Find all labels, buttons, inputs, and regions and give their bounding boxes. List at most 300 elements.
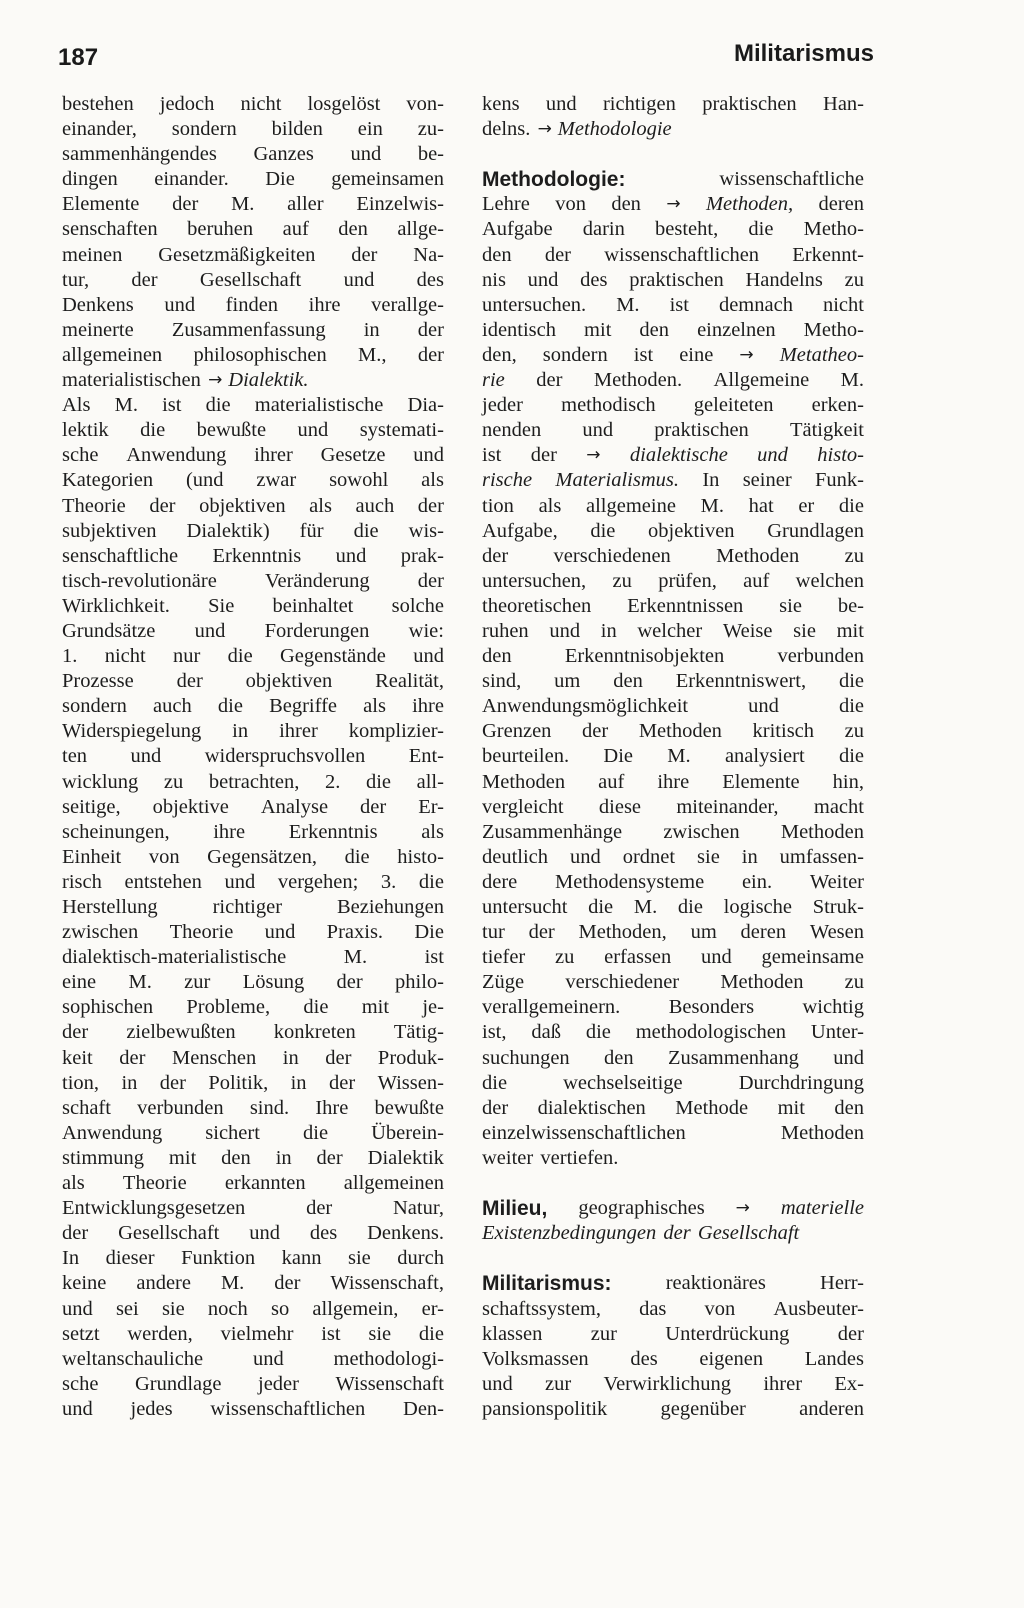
word: der: [325, 1046, 352, 1069]
cross-reference-term: rie: [482, 369, 505, 392]
word: der: [417, 343, 444, 366]
word: Grundlagen: [767, 519, 864, 542]
word: der: [360, 795, 387, 818]
text-line: [62, 569, 444, 594]
word: finden: [225, 293, 279, 316]
word: und: [413, 444, 444, 467]
text-line: [482, 945, 864, 970]
text-line: [482, 845, 864, 870]
word: wicklung: [62, 770, 139, 793]
text-line: [62, 519, 444, 544]
word: jeder: [258, 1372, 299, 1395]
text-line: [482, 995, 864, 1020]
word: Theorie: [122, 1172, 187, 1195]
word: Ihre: [315, 1096, 349, 1119]
word: zwischen: [663, 820, 740, 843]
word: Überein-: [371, 1121, 444, 1144]
text-line: [482, 92, 864, 117]
word: umfassen-: [779, 845, 864, 868]
word: philosophischen: [193, 343, 327, 366]
word: einzelwissenschaftlichen: [482, 1121, 686, 1144]
word: Grenzen: [482, 720, 552, 743]
word: Funk-: [814, 469, 864, 492]
word: systemati-: [359, 419, 444, 442]
word: tur,: [62, 268, 90, 291]
word: auf: [282, 218, 309, 241]
word: methodisch: [561, 394, 656, 417]
word: eigenen: [699, 1347, 764, 1370]
word: vielmehr: [220, 1322, 294, 1345]
word: prüfen,: [658, 569, 717, 592]
text-line: [62, 1347, 444, 1372]
word: Zusammenfassung: [171, 318, 326, 341]
word: welcher: [637, 619, 703, 642]
word: vergleicht: [482, 795, 564, 818]
word: Dia-: [407, 394, 444, 417]
word: hat: [748, 494, 774, 517]
word: M.: [231, 193, 255, 216]
text-line: [482, 1271, 864, 1296]
word: Methoden: [716, 544, 800, 567]
word: allgemeinen: [343, 1172, 444, 1195]
word: wis-: [408, 519, 444, 542]
word: verallge-: [371, 293, 444, 316]
word: deutlich: [482, 845, 549, 868]
word: Gesellschaft: [199, 268, 302, 291]
word: Grundsätze: [62, 619, 156, 642]
text-line: [482, 795, 864, 820]
word: Metho-: [803, 318, 864, 341]
text-line: [482, 970, 864, 995]
word: ihrer: [279, 720, 318, 743]
word: Dialektik: [367, 1146, 444, 1169]
word: ihre: [308, 293, 341, 316]
word: Tätigkeit: [789, 419, 864, 442]
word: erkannten: [224, 1172, 306, 1195]
word: methodologi-: [333, 1347, 444, 1370]
word: als: [62, 1172, 85, 1195]
word: M.: [616, 293, 640, 316]
word: Methode: [675, 1096, 749, 1119]
word: wichtig: [802, 996, 864, 1019]
word: auf: [598, 770, 625, 793]
text-line: [62, 1372, 444, 1397]
word: je-: [422, 996, 444, 1019]
word: Metho-: [803, 218, 864, 241]
text-line: [62, 142, 444, 167]
word: reaktionäres: [665, 1272, 766, 1295]
word: daß: [531, 1021, 561, 1044]
word: Praxis.: [326, 921, 384, 944]
word: den: [604, 1046, 634, 1069]
word: der: [149, 494, 176, 517]
word: M.: [114, 394, 138, 417]
word: Gesetzmäßigkeiten: [158, 243, 316, 266]
word: sche: [62, 1372, 99, 1395]
word: untersuchen,: [482, 569, 587, 592]
word: wechselseitige: [563, 1071, 683, 1094]
word: verschiedener: [565, 971, 680, 994]
word: in: [741, 845, 758, 868]
word: Erkenntnis: [212, 544, 302, 567]
word: seitige,: [62, 795, 121, 818]
word: ist: [321, 1322, 341, 1345]
word: erfassen: [604, 946, 672, 969]
word: verbunden: [137, 1096, 224, 1119]
word: sichert: [205, 1121, 260, 1144]
word: den: [639, 318, 670, 341]
word: hin,: [832, 770, 864, 793]
text-line: [62, 644, 444, 669]
cross-reference-term: histo-: [817, 444, 864, 467]
word: und: [833, 1046, 864, 1069]
word: Ausbeuter-: [773, 1297, 864, 1320]
word: ist: [482, 444, 502, 467]
word: der: [417, 318, 444, 341]
word: und: [527, 268, 559, 291]
word: Elemente: [62, 193, 140, 216]
word: mit: [168, 1146, 197, 1169]
word: den: [834, 1096, 864, 1119]
word: Die: [265, 168, 295, 191]
word: dere: [482, 870, 518, 893]
word: und: [701, 946, 732, 969]
word: das: [639, 1297, 667, 1320]
word: den: [482, 645, 512, 668]
word: Aufgabe: [482, 218, 553, 241]
text-line: [482, 1046, 864, 1071]
cross-reference-arrow-icon: →: [208, 370, 223, 391]
word: Lösung: [242, 971, 305, 994]
word: und: [545, 93, 577, 115]
word: senschaften: [62, 218, 158, 241]
word: mit: [836, 619, 864, 642]
text-line: [482, 1146, 864, 1171]
word: mit: [584, 318, 612, 341]
text-line: [62, 393, 444, 418]
text-line: [482, 217, 864, 242]
word: Gegensätzen,: [207, 845, 318, 868]
word: zu: [555, 946, 575, 969]
word: Er-: [418, 795, 444, 818]
word: dialektisch-materialistische: [62, 946, 287, 969]
text-line: [62, 870, 444, 895]
word: keine: [62, 1272, 107, 1295]
word: diese: [598, 795, 642, 818]
entry-headword: Milieu,: [482, 1197, 548, 1221]
word: Einheit: [62, 845, 122, 868]
text-line: [62, 544, 444, 569]
word: suchungen: [482, 1046, 570, 1069]
word: Anwendungsmöglichkeit: [482, 695, 689, 718]
text-line: [62, 719, 444, 744]
word: bestehen: [62, 93, 134, 115]
word: ten: [62, 745, 88, 768]
word: geleiteten: [693, 394, 774, 417]
text-line: [482, 117, 864, 142]
text-line: [482, 494, 864, 519]
word: Landes: [804, 1347, 864, 1370]
cross-reference-term: dialektische: [629, 444, 728, 467]
word: seiner: [742, 469, 792, 492]
text-line: [482, 1297, 864, 1322]
word: der: [351, 243, 378, 266]
text-line: [482, 293, 864, 318]
word: zu: [844, 720, 864, 743]
text-line: [482, 1096, 864, 1121]
word: er-: [421, 1297, 444, 1320]
word: zur: [184, 971, 211, 994]
word: M.: [128, 971, 152, 994]
word: M.: [220, 1272, 245, 1295]
word: die: [365, 770, 392, 793]
word: gemeinsamen: [331, 168, 444, 191]
word: kann: [281, 1247, 322, 1270]
word: Begriffe: [269, 695, 338, 718]
text-line: [482, 870, 864, 895]
word: und: [62, 1397, 93, 1420]
text-line: [62, 970, 444, 995]
word: Forderungen: [264, 619, 370, 642]
word: M.: [667, 745, 691, 768]
word: M.,: [358, 343, 387, 366]
text-line: [62, 920, 444, 945]
text-line: [482, 443, 864, 468]
text-line: [482, 744, 864, 769]
text-line: [482, 920, 864, 945]
word: widerspruchsvollen: [204, 745, 366, 768]
word: histo-: [397, 845, 444, 868]
word: kritisch: [752, 720, 815, 743]
paragraph-gap: [482, 1246, 864, 1271]
word: Zusammenhang: [667, 1046, 799, 1069]
word: und: [549, 619, 581, 642]
word: Widerspiegelung: [62, 720, 202, 743]
word: als: [363, 695, 386, 718]
word: Herstellung: [62, 896, 158, 918]
word: den: [482, 243, 512, 266]
word: verallgemeinern.: [482, 996, 621, 1019]
word: und: [164, 293, 196, 316]
word: von-: [406, 93, 444, 115]
word: den: [613, 670, 643, 693]
word: theoretischen: [482, 594, 592, 617]
word: sind,: [482, 670, 522, 693]
word: M.: [840, 369, 864, 392]
word: Methoden,: [578, 921, 667, 944]
word: kens: [482, 93, 520, 115]
word: komplizier-: [348, 720, 444, 743]
word: Anwendung: [126, 444, 227, 467]
word: meinerte: [62, 318, 134, 341]
word: analysiert: [724, 745, 805, 768]
word: Analyse: [260, 795, 329, 818]
word: tisch-revolutionäre: [62, 569, 217, 592]
text-line: [482, 268, 864, 293]
word: so: [270, 1297, 290, 1320]
word: vergehen;: [277, 870, 359, 893]
word: und: [224, 870, 256, 893]
word: Anwendung: [62, 1121, 163, 1144]
cross-reference-term: Materialismus.: [555, 469, 679, 492]
word: des: [309, 1222, 338, 1245]
word: Erkenntniswert,: [675, 670, 807, 693]
text-line: [482, 468, 864, 493]
word: tiefer: [482, 946, 526, 969]
word: untersucht: [482, 896, 568, 918]
word: Erkenntnissen: [627, 594, 744, 617]
word: Wissenschaft,: [330, 1272, 444, 1295]
word: Zusammenhänge: [482, 820, 623, 843]
text-line: [62, 669, 444, 694]
word: einzelnen: [697, 318, 776, 341]
text-line: [482, 243, 864, 268]
paragraph-gap: [482, 142, 864, 167]
word: allge-: [397, 218, 444, 241]
word: zu: [844, 268, 864, 291]
text-column-right: [482, 92, 864, 1422]
word: Struk-: [812, 896, 864, 918]
word: solche: [391, 594, 444, 617]
cross-reference-term: Gesellschaft: [697, 1222, 800, 1245]
word: methodologischen: [635, 1021, 787, 1044]
word: für: [299, 519, 324, 542]
word: jeder: [482, 394, 523, 417]
text-line: [62, 192, 444, 217]
word: all-: [416, 770, 444, 793]
word: setzt: [62, 1322, 100, 1345]
word: der: [544, 243, 571, 266]
word: als: [309, 494, 332, 517]
word: von: [704, 1297, 736, 1320]
word: miteinander,: [676, 795, 779, 818]
word: wie:: [408, 619, 444, 642]
word: zu: [844, 544, 864, 567]
word: zu-: [417, 118, 444, 141]
word: geographisches: [578, 1197, 705, 1220]
word: den: [611, 193, 641, 216]
word: richtiger: [212, 896, 283, 918]
text-line: [62, 368, 444, 393]
word: ist: [162, 394, 182, 417]
word: dieser: [105, 1247, 155, 1270]
word: der: [528, 921, 555, 944]
text-line: [62, 945, 444, 970]
word: Funktion: [181, 1247, 256, 1270]
word: allgemeinen: [62, 343, 163, 366]
word: der: [274, 1272, 301, 1295]
word: der: [176, 670, 203, 693]
word: allgemein,: [312, 1297, 399, 1320]
word: ihre: [213, 820, 246, 843]
text-line: [62, 318, 444, 343]
text-line: [482, 1121, 864, 1146]
word: klassen: [482, 1322, 543, 1345]
word: der: [131, 268, 158, 291]
text-line: [62, 293, 444, 318]
cross-reference-arrow-icon: →: [537, 119, 552, 140]
text-line: [62, 343, 444, 368]
text-line: [62, 1020, 444, 1045]
paragraph-gap: [482, 1171, 864, 1196]
word: Volksmassen: [482, 1347, 589, 1370]
word: eine: [679, 343, 714, 366]
text-line: [62, 1146, 444, 1171]
text-line: [482, 619, 864, 644]
word: 3.: [380, 870, 397, 893]
word: in: [363, 318, 380, 341]
word: Züge: [482, 971, 525, 994]
word: bewußte: [196, 419, 267, 442]
text-line: [62, 268, 444, 293]
word: tion: [482, 494, 514, 517]
word: In: [62, 1247, 80, 1270]
word: Erkennt-: [792, 243, 864, 266]
text-line: [62, 92, 444, 117]
word: Wesen: [809, 921, 864, 944]
word: zu: [612, 569, 632, 592]
word: die: [590, 519, 616, 542]
word: Theorie: [169, 921, 234, 944]
word: den: [338, 218, 368, 241]
word: und: [350, 143, 382, 166]
word: Grundlage: [134, 1372, 222, 1395]
word: meinen: [62, 243, 123, 266]
word: dingen: [62, 168, 118, 191]
word: der: [62, 1222, 89, 1245]
word: sie: [697, 845, 720, 868]
word: Wissenschaft: [335, 1372, 444, 1395]
word: lektik: [62, 419, 109, 442]
word: M.: [633, 896, 658, 918]
text-line: [482, 594, 864, 619]
text-line: [62, 167, 444, 192]
word: Durchdringung: [738, 1071, 864, 1094]
word: nicht: [240, 93, 282, 115]
word: Weiter: [809, 870, 864, 893]
word: und: [194, 619, 226, 642]
word: und: [413, 645, 444, 668]
word: der: [172, 193, 199, 216]
word: andere: [136, 1272, 191, 1295]
word: von: [555, 193, 586, 216]
page-number: 187: [58, 44, 99, 71]
text-line: [62, 1071, 444, 1096]
word: Methoden.: [593, 369, 683, 392]
text-line: [482, 1196, 864, 1221]
text-line: [62, 243, 444, 268]
word: Denkens: [62, 293, 134, 316]
word: der: [837, 1322, 864, 1345]
word: Ent-: [408, 745, 444, 768]
text-line: [62, 744, 444, 769]
word: er: [798, 494, 815, 517]
word: auch: [355, 494, 395, 517]
entry-headword: Methodologie:: [482, 168, 626, 192]
word: der: [306, 1197, 333, 1220]
text-line: [62, 820, 444, 845]
word: beinhaltet: [272, 594, 354, 617]
word: Natur,: [393, 1197, 444, 1220]
word: die: [838, 695, 864, 718]
word: Herr-: [820, 1272, 864, 1295]
word: deren: [818, 193, 864, 216]
word: identisch: [482, 318, 557, 341]
text-line: [62, 443, 444, 468]
word: Realität,: [375, 670, 444, 693]
word: gemeinsame: [761, 946, 864, 969]
word: nur: [173, 645, 201, 668]
